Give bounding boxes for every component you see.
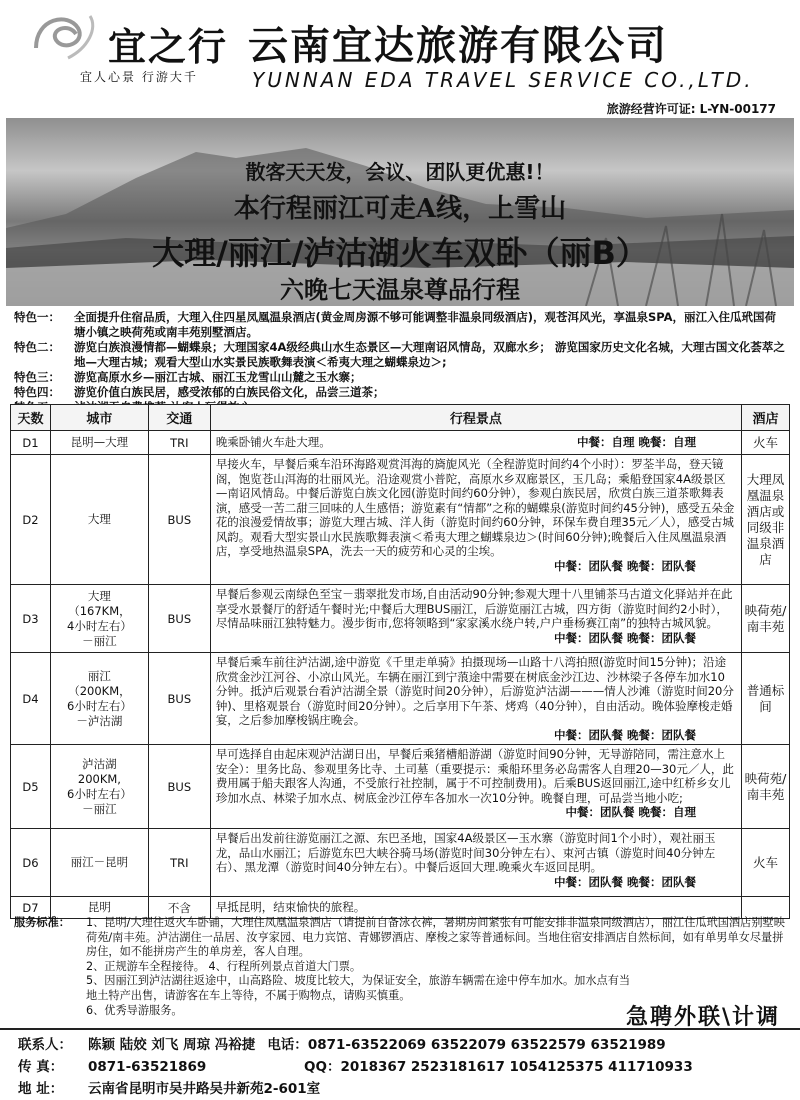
itinerary-cell bbox=[210, 455, 741, 585]
itinerary-cell bbox=[210, 745, 741, 829]
itinerary-cell bbox=[210, 653, 741, 745]
fax-label: 传 真： bbox=[18, 1059, 64, 1075]
feature-text: 游览高原水乡—丽江古城、丽江玉龙雪山山麓之玉水寨； bbox=[74, 370, 362, 384]
hotel-cell: 普通标间 bbox=[742, 653, 790, 745]
city-cell: 泸沽湖 200KM, 6小时左右） －丽江 bbox=[50, 745, 148, 829]
itinerary-cell bbox=[210, 431, 741, 455]
table-row bbox=[11, 829, 790, 897]
itinerary-cell bbox=[210, 585, 741, 653]
meal-info: 中餐：团队餐 晚餐：团队餐 bbox=[554, 630, 697, 645]
itinerary-text: 早餐后出发前往游览丽江之源、东巴圣地，国家4A级景区—玉水寨（游览时间1个小时），观社丽玉龙，品山水丽江；后游览东巴大峡谷骑马场(游览时间30分钟左右）、束河古镇（游览时间40分钟左右）、黑龙潭（游览时间40分钟左右）。中餐后返回大理.晚乘火车返回昆明。 bbox=[215, 831, 716, 874]
feature-item bbox=[14, 310, 786, 340]
feature-text: 游览白族浪漫情都—蝴蝶泉；大理国家4A级经典山水生态景区—大理南诏风情岛，双廊水乡； 游览国家历史文化名城，大理古国文化荟萃之地—大理古城；观看大型山水实景民族歌舞表演＜希夷大理之蝴蝶泉边＞; bbox=[74, 340, 785, 369]
header-itinerary: 行程景点 bbox=[210, 405, 741, 431]
qq-label: QQ： bbox=[304, 1059, 341, 1075]
feature-item bbox=[14, 385, 786, 400]
day-cell: D4 bbox=[11, 653, 51, 745]
feature-label: 特色一： bbox=[14, 310, 60, 324]
meal-info: 中餐：团队餐 晚餐：团队餐 bbox=[554, 558, 697, 573]
service-label: 服务标准： bbox=[14, 916, 70, 929]
company-logo bbox=[28, 8, 238, 88]
transport-cell: BUS bbox=[148, 455, 210, 585]
city-cell: 大理 bbox=[50, 455, 148, 585]
fax-number: 0871-63521869 bbox=[88, 1059, 207, 1075]
itinerary-cell bbox=[210, 829, 741, 897]
header-day: 天数 bbox=[11, 405, 51, 431]
feature-label: 特色四： bbox=[14, 385, 60, 399]
itinerary-text: 早可选择自由起床观泸沽湖日出，早餐后乘猪槽船游湖（游览时间90分钟，无导游陪同，需注意水上安全）：里务比岛、参观里务比寺、土司墓（重要提示：乘船环里务必岛需客人自理20—30元／人，此费用属于船夫跟客人沟通，不受旅行社控制，属于不可控制费用)。后乘BUS返回丽江,途中红桥乡女儿珍加水点、林梁子加水点、树底金沙江停车各加水一次10分钟。晚餐自理，可品尝当地小吃; bbox=[215, 747, 734, 805]
banner-line-2: 本行程丽江可走A线，上雪山 bbox=[233, 194, 567, 224]
hotel-cell: 映荷苑/南丰苑 bbox=[742, 745, 790, 829]
meal-info: 中餐：团队餐 晚餐：团队餐 bbox=[554, 874, 697, 889]
qq-numbers: 2018367 2523181617 1054125375 411710933 bbox=[340, 1059, 693, 1075]
feature-label: 特色三： bbox=[14, 370, 60, 384]
header-transport: 交通 bbox=[148, 405, 210, 431]
day-cell: D1 bbox=[11, 431, 51, 455]
people-label: 联系人： bbox=[18, 1037, 72, 1053]
feature-item bbox=[14, 340, 786, 370]
banner-title: 大理/丽江/泸沽湖火车双卧（丽B） bbox=[152, 234, 648, 272]
transport-cell: BUS bbox=[148, 745, 210, 829]
header-city: 城市 bbox=[50, 405, 148, 431]
promo-banner bbox=[6, 118, 794, 306]
table-row bbox=[11, 585, 790, 653]
contact-people-row bbox=[18, 1034, 782, 1056]
company-name-en: YUNNAN EDA TRAVEL SERVICE CO.,LTD. bbox=[252, 68, 754, 92]
city-cell: 昆明—大理 bbox=[50, 431, 148, 455]
banner-subtitle: 六晚七天温泉尊品行程 bbox=[280, 276, 520, 304]
transport-cell: BUS bbox=[148, 653, 210, 745]
recruitment-notice: 急聘外联\计调 bbox=[625, 1005, 780, 1030]
service-item: 2、正规游车全程接待。 4、行程所列景点首道大门票。 bbox=[86, 959, 362, 973]
table-row bbox=[11, 745, 790, 829]
logo-swirl-icon bbox=[28, 8, 108, 70]
table-header-row bbox=[11, 405, 790, 431]
contact-fax-row bbox=[18, 1056, 782, 1078]
banner-line-1: 散客天天发，会议、团队更优惠!！ bbox=[245, 160, 555, 184]
contact-info bbox=[0, 1028, 800, 1100]
address-text: 云南省昆明市吴井路吴井新苑2-601室 bbox=[88, 1081, 321, 1097]
tel-label: 电话： bbox=[267, 1037, 308, 1053]
header-hotel: 酒店 bbox=[742, 405, 790, 431]
transport-cell: 不含 bbox=[148, 897, 210, 919]
license-number: 旅游经营许可证: L-YN-00177 bbox=[606, 102, 776, 116]
day-cell: D6 bbox=[11, 829, 51, 897]
tel-numbers: 0871-63522069 63522079 63522579 63521989 bbox=[307, 1037, 666, 1053]
hotel-cell: 映荷苑/南丰苑 bbox=[742, 585, 790, 653]
table-row bbox=[11, 653, 790, 745]
day-cell: D2 bbox=[11, 455, 51, 585]
itinerary-text: 早抵昆明，结束愉快的旅程。 bbox=[215, 900, 366, 915]
logo-slogan: 宜人心景 行游大千 bbox=[80, 70, 198, 84]
day-cell: D3 bbox=[11, 585, 51, 653]
meal-info: 中餐：自理 晚餐：自理 bbox=[577, 435, 697, 450]
meal-info: 中餐：团队餐 晚餐：自理 bbox=[565, 805, 697, 819]
city-cell: 昆明 bbox=[50, 897, 148, 919]
feature-item bbox=[14, 370, 786, 385]
feature-label: 特色二： bbox=[14, 340, 60, 354]
itinerary-table bbox=[10, 404, 790, 919]
service-item: 6、优秀导游服务。 bbox=[86, 1003, 183, 1017]
itinerary-text: 早餐后乘车前往泸沽湖,途中游览《千里走单骑》拍摄现场—山路十八湾拍照(游览时间15分钟)；沿途欣赏金沙江河谷、小凉山风光。车辆在丽江到宁蒗途中需要在树底金沙江边、沙林梁子各停车加水10分钟。抵泸后观景台看泸沽湖全景（游览时间20分钟），后游览泸沽湖———情人沙滩（游览时间20分钟)、里格观景台（游览时间20分钟）。之后享用下午茶、烤鸡（40分钟），自由活动。晚体验摩梭走婚宴，之后参加摩梭锅庄晚会。 bbox=[215, 655, 734, 727]
day-cell: D7 bbox=[11, 897, 51, 919]
hotel-cell: 火车 bbox=[742, 431, 790, 455]
city-cell: 丽江 （200KM， 6小时左右） －泸沽湖 bbox=[50, 653, 148, 745]
service-item: 5、因丽江到泸沽湖往返途中，山高路险、坡度比较大，为保证安全，旅游车辆需在途中停车加水。加水点有当地土特产出售，请游客在车上等待，不属于购物点，请购买慎重。 bbox=[86, 974, 631, 1002]
transport-cell: TRI bbox=[148, 431, 210, 455]
day-cell: D5 bbox=[11, 745, 51, 829]
address-label: 地 址： bbox=[18, 1081, 64, 1097]
city-cell: 大理 （167KM， 4小时左右） －丽江 bbox=[50, 585, 148, 653]
city-cell: 丽江－昆明 bbox=[50, 829, 148, 897]
meal-info: 中餐：团队餐 晚餐：团队餐 bbox=[554, 727, 697, 742]
hotel-cell: 火车 bbox=[742, 829, 790, 897]
hotel-cell: 大理凤凰温泉酒店或同级非温泉酒店 bbox=[742, 455, 790, 585]
service-item: 1、昆明/大理往返火车卧铺，大理住凤凰温泉酒店（请提前自备泳衣裤，暑期房间紧张有可能安排非温泉同级酒店），丽江住瓜玳国酒店别墅映荷苑/南丰苑。泸沽湖住一品居、汝亨家园、电力宾馆、青娜锣酒店、摩梭之家等普通标间。当地住宿安排酒店自然标间，如有单男单女尽量拼房住，如不能拼房产生的单房差，客人自理。 bbox=[86, 916, 785, 959]
feature-text: 游览价值白族民居，感受浓郁的白族民俗文化，品尝三道茶； bbox=[74, 385, 385, 399]
features-list bbox=[14, 310, 786, 415]
feature-text: 全面提升住宿品质，大理入住四星凤凰温泉酒店(黄金周房源不够可能调整非温泉同级酒店)，观苍洱风光，享温泉SPA，丽江入住瓜玳国荷塘小镇之映荷苑或南丰苑别墅酒店。 bbox=[74, 310, 777, 339]
itinerary-text: 早接火车，早餐后乘车沿环海路观赏洱海的旖旎风光（全程游览时间约4个小时）：罗荃半岛，登天镜阁，饱览苍山洱海的壮丽风光。沿途观赏小普陀，高原水乡双廊景区，玉几岛；乘船登国家4A级景区—南诏风情岛。中餐后游览白族文化园(游览时间约60分钟），参观白族民居，欣赏白族三道茶歌舞表演，感受一苦二甜三回味的人生感悟；游览素有“情都”之称的蝴蝶泉(游览时间约45分钟)，感受五朵金花的浪漫爱情故事；游览大理古城、洋人街（游览时间约60分钟，环保车费自理35元／人），感受古城风韵。观看大型实景山水民族歌舞表演＜希夷大理之蝴蝶泉边＞(时间60分钟);晚餐后入住凤凰温泉酒店，享受地热温泉SPA，洗去一天的疲劳和心灵的尘埃。 bbox=[215, 457, 735, 558]
page-header bbox=[0, 0, 800, 90]
logo-text: 宜之行 bbox=[108, 24, 229, 69]
table-row bbox=[11, 455, 790, 585]
itinerary-text: 早餐后参观云南绿色至宝－翡翠批发市场,自由活动90分钟;参观大理十八里铺茶马古道文化驿站并在此享受水景餐厅的舒适午餐时光;中餐后大理BUS丽江，后游览丽江古城，四方街（游览时间约2小时），尽情品味丽江独特魅力。漫步街市,您将领略到“家家溪水绕户转,户户垂杨赛江南”的独特古城风貌。 bbox=[215, 587, 733, 630]
transport-cell: BUS bbox=[148, 585, 210, 653]
people-names: 陈颖 陆姣 刘飞 周琼 冯裕捷 bbox=[88, 1037, 256, 1053]
table-row bbox=[11, 431, 790, 455]
contact-address-row bbox=[18, 1078, 782, 1100]
company-name-cn: 云南宜达旅游有限公司 bbox=[248, 23, 668, 69]
itinerary-text: 晚乘卧铺火车赴大理。 bbox=[215, 435, 331, 450]
transport-cell: TRI bbox=[148, 829, 210, 897]
